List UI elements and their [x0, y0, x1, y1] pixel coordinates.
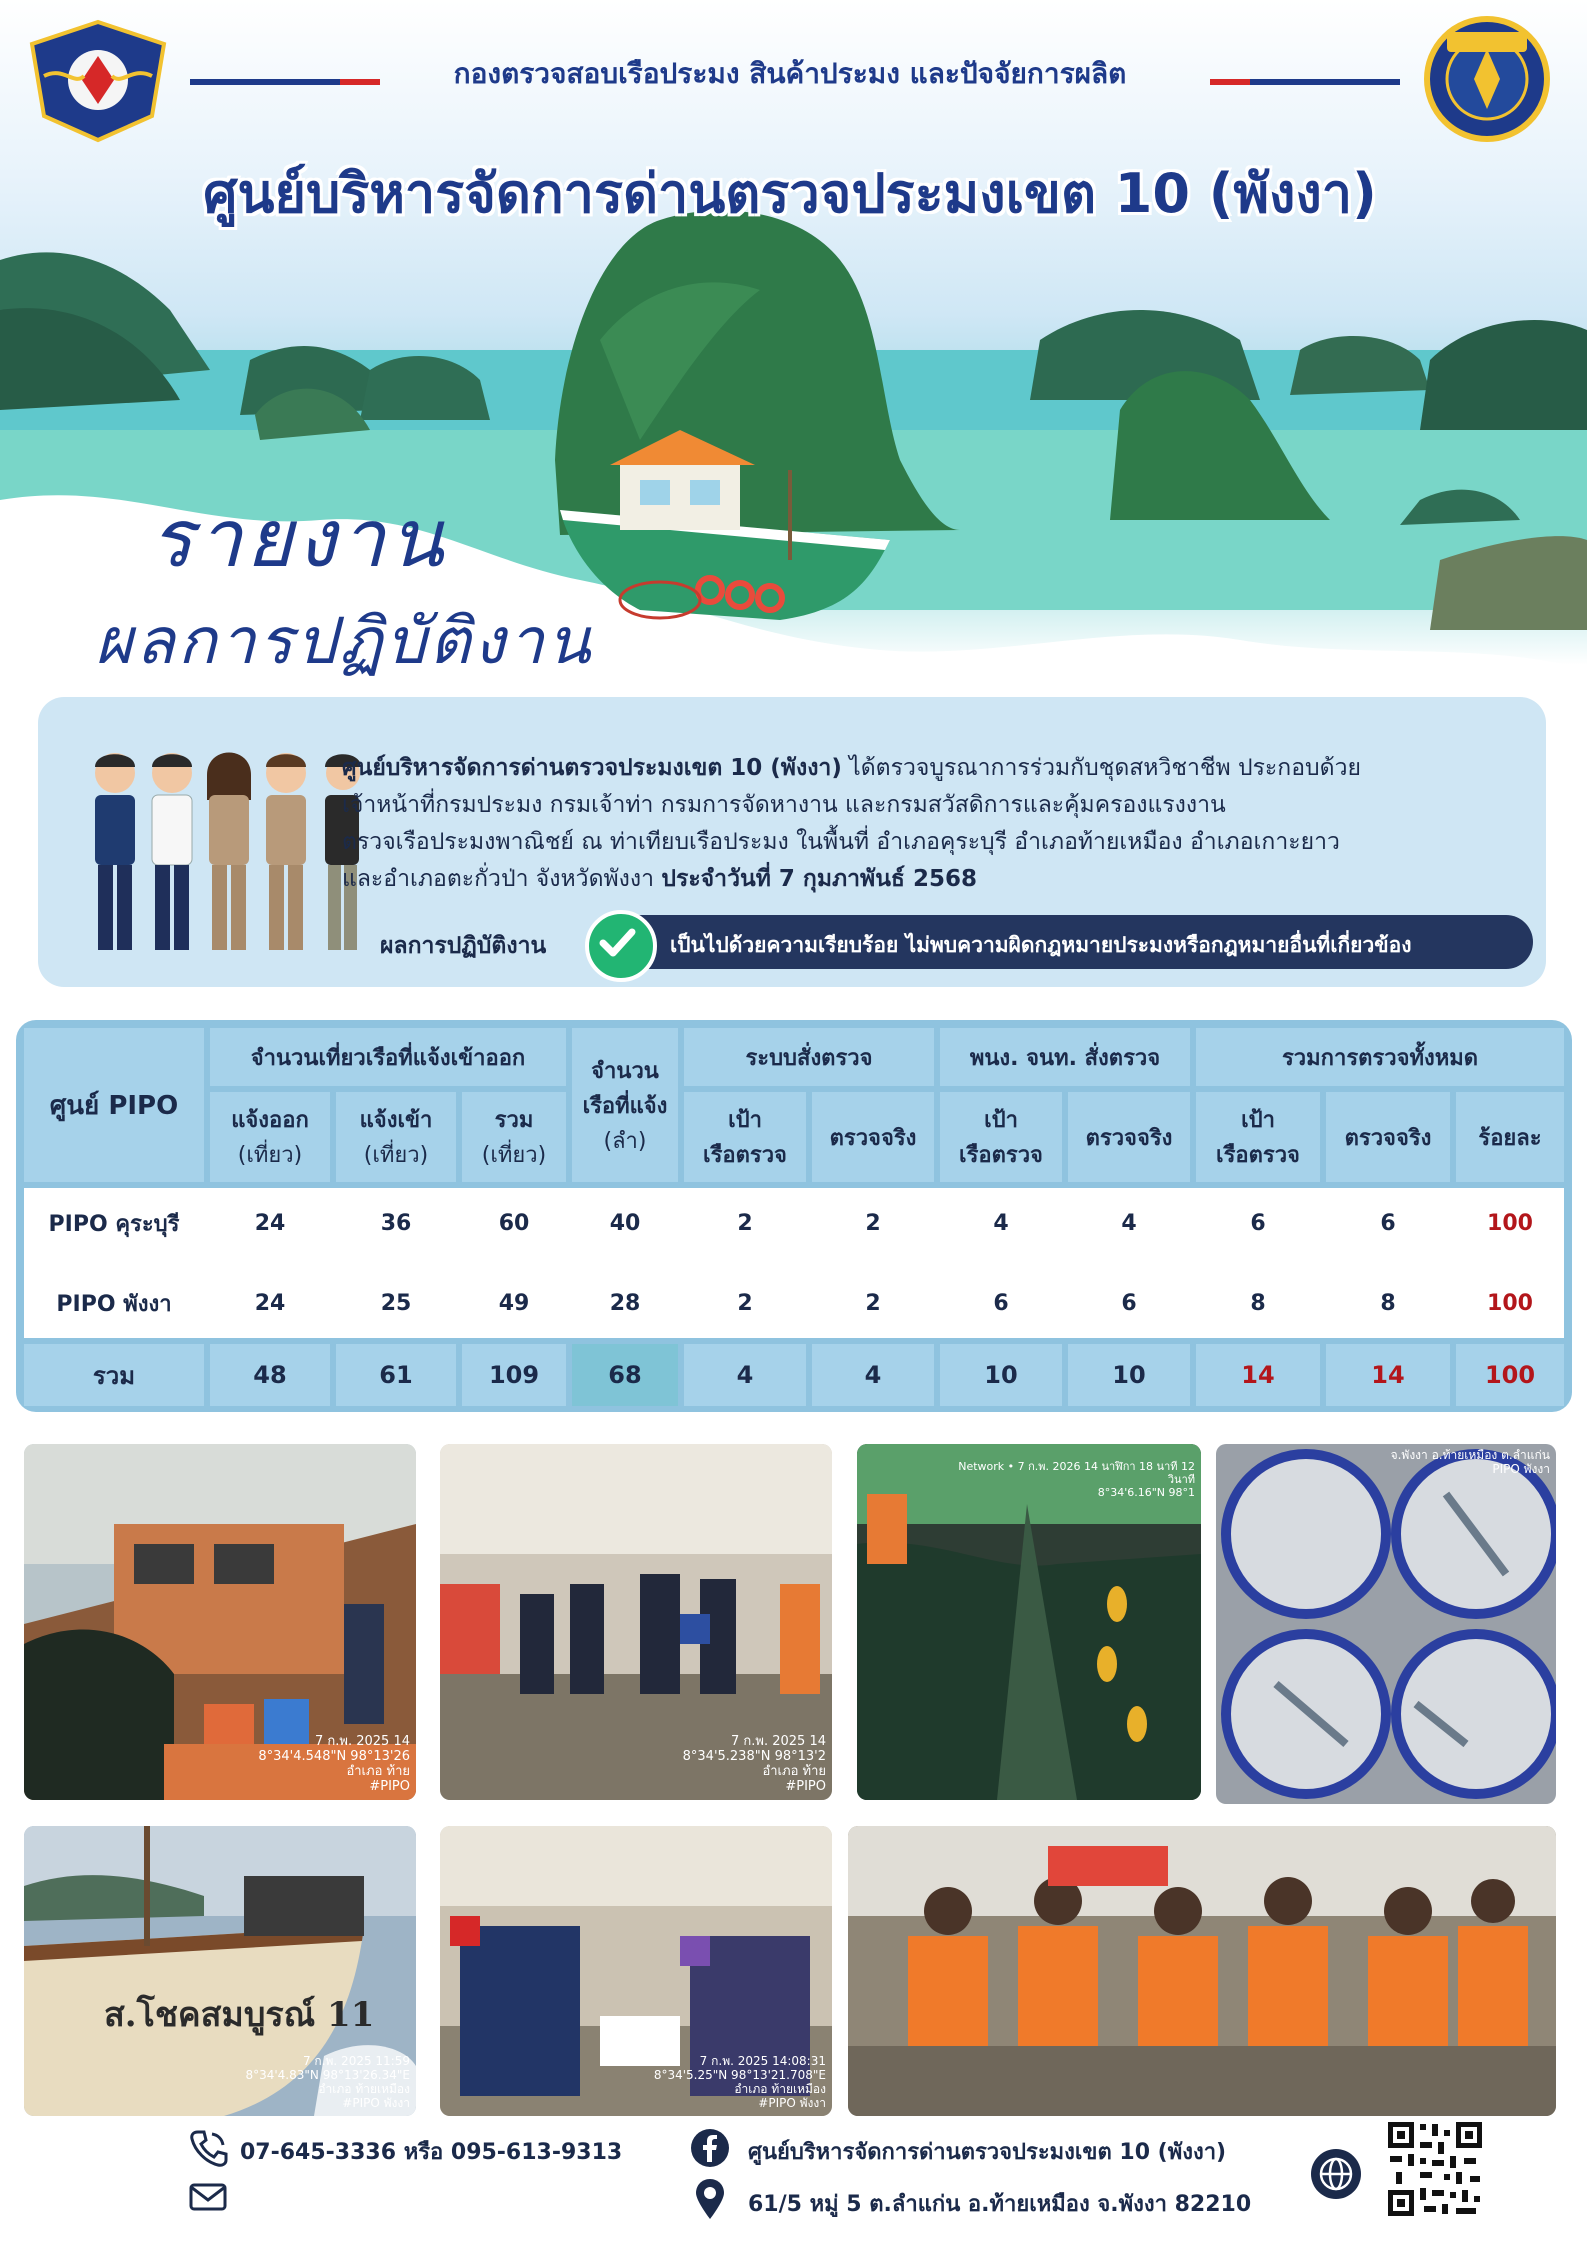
photo-2-place: อำเภอ ท้าย	[762, 1764, 826, 1779]
info-line1: ได้ตรวจบูรณาการร่วมกับชุดสหวิชาชีพ ประกอบด้วย	[841, 755, 1361, 781]
row-1-name: PIPO คุระบุรี	[48, 1211, 180, 1237]
report-date: ประจำวันที่ 7 กุมภาพันธ์ 2568	[661, 866, 977, 892]
col-header-sys-target	[684, 1092, 806, 1182]
photo-5-coords: 8°34'4.83"N 98°13'26.34"E	[245, 2068, 410, 2082]
col-header-out	[210, 1092, 330, 1182]
row-2-sys-actual: 2	[865, 1290, 881, 1316]
photo-fish-catch	[1216, 1444, 1556, 1804]
photo-2-coords: 8°34'5.238"N 98°13'2	[682, 1749, 826, 1764]
col-header-tot-target-2: เรือตรวจ	[1216, 1143, 1300, 1168]
total-off-actual: 10	[1068, 1344, 1190, 1406]
col-header-boats-unit: (ลำ)	[603, 1128, 647, 1154]
total-off-target: 10	[940, 1344, 1062, 1406]
photo-4-location: จ.พังงา อ.ท้ายเหมือง ต.ลำแก่น	[1390, 1448, 1550, 1462]
row-2-sum: 49	[498, 1290, 530, 1316]
row-1-sys-target: 2	[737, 1210, 753, 1236]
total-tot-actual: 14	[1326, 1344, 1450, 1406]
col-header-total: รวมการตรวจทั้งหมด	[1196, 1028, 1564, 1086]
photo-4-tag: PIPO พังงา	[1492, 1462, 1550, 1476]
facebook-page-name[interactable]: ศูนย์บริหารจัดการด่านตรวจประมงเขต 10 (พังงา)	[748, 2140, 1227, 2165]
boat-name-text: ส.โชคสมบูรณ์ 11	[104, 1995, 375, 2035]
info-line4: และอำเภอตะกั่วป่า จังหวัดพังงา	[342, 866, 662, 892]
row-2-percent: 100	[1487, 1290, 1533, 1316]
row-2-in: 25	[380, 1290, 412, 1316]
globe-icon[interactable]	[1310, 2148, 1362, 2200]
col-header-tot-actual: ตรวจจริง	[1326, 1092, 1450, 1182]
row-1-tot-actual: 6	[1380, 1210, 1396, 1236]
col-header-sys-target-2: เรือตรวจ	[703, 1143, 787, 1168]
photo-crew-lifejackets	[848, 1826, 1556, 2116]
department-of-fisheries-seal	[1412, 14, 1562, 144]
header-rule-left	[190, 70, 380, 76]
photo-fishing-nets	[857, 1444, 1201, 1800]
col-header-officer: พนง. จนท. สั่งตรวจ	[940, 1028, 1190, 1086]
phone-number: 07-645-3336 หรือ 095-613-9313	[240, 2140, 623, 2165]
qr-code[interactable]	[1384, 2118, 1486, 2220]
col-header-system: ระบบสั่งตรวจ	[684, 1028, 934, 1086]
photo-team-briefing	[440, 1444, 832, 1800]
col-header-off-target-2: เรือตรวจ	[959, 1143, 1043, 1168]
row-2-out: 24	[254, 1290, 286, 1316]
header-rule-right	[1210, 70, 1400, 76]
col-header-center: ศูนย์ PIPO	[24, 1028, 204, 1182]
department-name: กองตรวจสอบเรือประมง สินค้าประมง และปัจจัยการผลิต	[453, 57, 1127, 90]
col-header-tot-target-1: เป้า	[1241, 1108, 1275, 1133]
photo-3-date: Network • 7 ก.พ. 2026 14 นาฬิกา 18 นาที 12 วินาที	[958, 1460, 1195, 1486]
mail-icon	[188, 2181, 228, 2213]
total-boats: 68	[572, 1344, 678, 1406]
col-header-sum	[462, 1092, 566, 1182]
col-header-boats	[572, 1028, 678, 1182]
info-line2: เจ้าหน้าที่กรมประมง กรมเจ้าท่า กรมการจัดหางาน และกรมสวัสดิการและคุ้มครองแรงงาน	[342, 792, 1226, 818]
row-1-in: 36	[380, 1210, 412, 1236]
col-header-off-target-1: เป้า	[984, 1108, 1018, 1133]
total-sys-target: 4	[684, 1344, 806, 1406]
photo-6-coords: 8°34'5.25"N 98°13'21.708"E	[653, 2068, 826, 2082]
col-header-in	[336, 1092, 456, 1182]
org-name: ศูนย์บริหารจัดการด่านตรวจประมงเขต 10 (พังงา)	[342, 755, 842, 781]
col-header-boats-line2: เรือที่แจ้ง	[582, 1093, 668, 1119]
photo-1-date: 7 ก.พ. 2025 14	[315, 1734, 410, 1749]
row-2-name: PIPO พังงา	[56, 1291, 172, 1317]
total-sum: 109	[462, 1344, 566, 1406]
photo-2-tag: #PIPO	[785, 1779, 826, 1794]
col-header-out-unit: (เที่ยว)	[237, 1143, 303, 1168]
row-2-sys-target: 2	[737, 1290, 753, 1316]
photo-5-date: 7 ก.พ. 2025 11:59	[302, 2054, 410, 2068]
row-1-boats: 40	[609, 1210, 641, 1236]
photo-1-tag: #PIPO	[369, 1779, 410, 1794]
row-1-sum: 60	[498, 1210, 530, 1236]
report-subtitle: ผลการปฏิบัติงาน	[95, 605, 594, 679]
photo-3-coords: 8°34'6.16"N 98°1	[1097, 1486, 1195, 1499]
photo-boat-deck	[24, 1444, 416, 1800]
officers-illustration	[80, 745, 360, 965]
photo-6-place: อำเภอ ท้ายเหมือง	[734, 2082, 826, 2096]
row-2-tot-target: 8	[1250, 1290, 1266, 1316]
total-sys-actual: 4	[812, 1344, 934, 1406]
col-header-off-target	[940, 1092, 1062, 1182]
col-header-tot-target	[1196, 1092, 1320, 1182]
row-2-tot-actual: 8	[1380, 1290, 1396, 1316]
info-line3: ตรวจเรือประมงพาณิชย์ ณ ท่าเทียบเรือประมง ในพื้นที่ อำเภอคุระบุรี อำเภอท้ายเหมือง อำเภอเกาะยาว	[342, 829, 1340, 855]
photo-6-tag: #PIPO พังงา	[758, 2096, 826, 2110]
location-pin-icon	[692, 2177, 728, 2221]
photo-6-date: 7 ก.พ. 2025 14:08:31	[699, 2054, 826, 2068]
facebook-icon[interactable]	[690, 2128, 730, 2168]
total-percent: 100	[1456, 1344, 1564, 1406]
row-1-out: 24	[254, 1210, 286, 1236]
row-1-off-actual: 4	[1121, 1210, 1137, 1236]
photo-5-tag: #PIPO พังงา	[342, 2096, 410, 2110]
row-1-percent: 100	[1487, 1210, 1533, 1236]
photo-1-place: อำเภอ ท้าย	[346, 1764, 410, 1779]
result-label: ผลการปฏิบัติงาน	[380, 933, 547, 959]
col-header-off-actual: ตรวจจริง	[1068, 1092, 1190, 1182]
fishery-inspection-logo	[24, 16, 172, 146]
col-header-sum-label: รวม	[494, 1108, 534, 1133]
total-in: 61	[336, 1344, 456, 1406]
col-header-in-unit: (เที่ยว)	[363, 1143, 429, 1168]
row-2-off-actual: 6	[1121, 1290, 1137, 1316]
check-icon	[585, 910, 657, 982]
col-header-boats-line1: จำนวน	[591, 1058, 659, 1084]
col-header-in-label: แจ้งเข้า	[359, 1108, 433, 1133]
col-header-trips: จำนวนเที่ยวเรือที่แจ้งเข้าออก	[210, 1028, 566, 1086]
photo-2-date: 7 ก.พ. 2025 14	[731, 1734, 826, 1749]
col-header-sys-target-1: เป้า	[728, 1108, 762, 1133]
total-tot-target: 14	[1196, 1344, 1320, 1406]
page-title: ศูนย์บริหารจัดการด่านตรวจประมงเขต 10 (พังงา)	[203, 162, 1377, 225]
row-1-sys-actual: 2	[865, 1210, 881, 1236]
report-title: รายงาน	[150, 492, 448, 585]
total-out: 48	[210, 1344, 330, 1406]
total-name: รวม	[24, 1344, 204, 1406]
row-2-boats: 28	[609, 1290, 641, 1316]
col-header-out-label: แจ้งออก	[231, 1108, 309, 1133]
row-1-tot-target: 6	[1250, 1210, 1266, 1236]
result-text: เป็นไปด้วยความเรียบร้อย ไม่พบความผิดกฎหมายประมงหรือกฎหมายอื่นที่เกี่ยวข้อง	[670, 933, 1412, 957]
photo-5-place: อำเภอ ท้ายเหมือง	[318, 2082, 410, 2096]
phone-icon	[188, 2128, 228, 2168]
row-2-off-target: 6	[993, 1290, 1009, 1316]
col-header-percent: ร้อยละ	[1456, 1092, 1564, 1182]
address: 61/5 หมู่ 5 ต.ลำแก่น อ.ท้ายเหมือง จ.พังงา 82210	[748, 2192, 1252, 2217]
photo-boat-hull	[24, 1826, 416, 2116]
row-1-off-target: 4	[993, 1210, 1009, 1236]
info-description	[342, 750, 1522, 898]
photo-document-check	[440, 1826, 832, 2116]
col-header-sum-unit: (เที่ยว)	[481, 1143, 547, 1168]
col-header-sys-actual: ตรวจจริง	[812, 1092, 934, 1182]
photo-1-coords: 8°34'4.548"N 98°13'26	[258, 1749, 410, 1764]
